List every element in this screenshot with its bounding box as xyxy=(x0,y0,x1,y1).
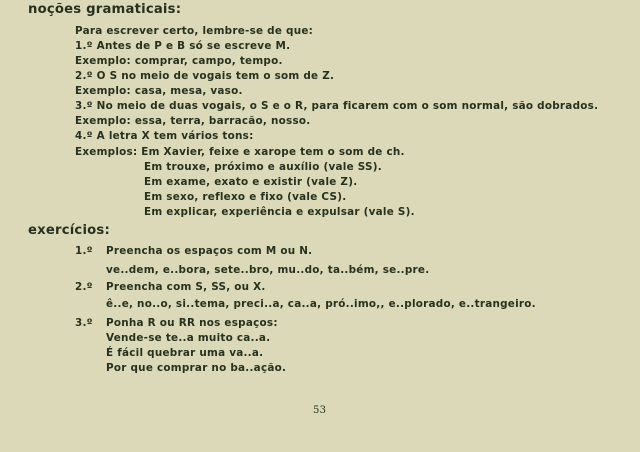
rule-4-example-line: Em explicar, experiência e expulsar (vale S). xyxy=(144,206,415,218)
rule-4-example-line: Exemplos: Em Xavier, feixe e xarope tem o som de ch. xyxy=(75,146,405,158)
rule-1: 1.º Antes de P e B só se escreve M. xyxy=(75,40,291,52)
exercise-3-line: Por que comprar no ba..ação. xyxy=(106,362,287,374)
exercise-2-words: ê..e, no..o, si..tema, preci..a, ca..a, pró..imo,, e..plorado, e..trangeiro. xyxy=(106,298,536,310)
exercise-2-instruction: Preencha com S, SS, ou X. xyxy=(106,281,266,293)
exercise-3-instruction: Ponha R ou RR nos espaços: xyxy=(106,317,278,329)
rule-4-example-line: Em trouxe, próximo e auxílio (vale SS). xyxy=(144,161,382,173)
rule-1-example: Exemplo: comprar, campo, tempo. xyxy=(75,55,283,67)
intro-line: Para escrever certo, lembre-se de que: xyxy=(75,25,314,37)
rule-2-example: Exemplo: casa, mesa, vaso. xyxy=(75,85,243,97)
exercise-1-number: 1.º xyxy=(75,245,93,257)
exercises-title: exercícios: xyxy=(28,223,110,238)
exercise-3-line: Vende-se te..a muito ca..a. xyxy=(106,332,271,344)
rule-2: 2.º O S no meio de vogais tem o som de Z. xyxy=(75,70,335,82)
rule-3: 3.º No meio de duas vogais, o S e o R, para ficarem com o som normal, são dobrados. xyxy=(75,100,599,112)
rule-3-example: Exemplo: essa, terra, barracão, nosso. xyxy=(75,115,311,127)
page-number: 53 xyxy=(313,405,327,416)
exercise-3-number: 3.º xyxy=(75,317,93,329)
section-title: noções gramaticais: xyxy=(28,2,182,17)
rule-4-example-line: Em sexo, reflexo e fixo (vale CS). xyxy=(144,191,347,203)
exercise-1-words: ve..dem, e..bora, sete..bro, mu..do, ta..bém, se..pre. xyxy=(106,264,430,276)
exercise-3-line: É fácil quebrar uma va..a. xyxy=(106,347,264,359)
exercise-2-number: 2.º xyxy=(75,281,93,293)
exercise-1-instruction: Preencha os espaços com M ou N. xyxy=(106,245,313,257)
rule-4: 4.º A letra X tem vários tons: xyxy=(75,130,254,142)
rule-4-example-line: Em exame, exato e existir (vale Z). xyxy=(144,176,358,188)
